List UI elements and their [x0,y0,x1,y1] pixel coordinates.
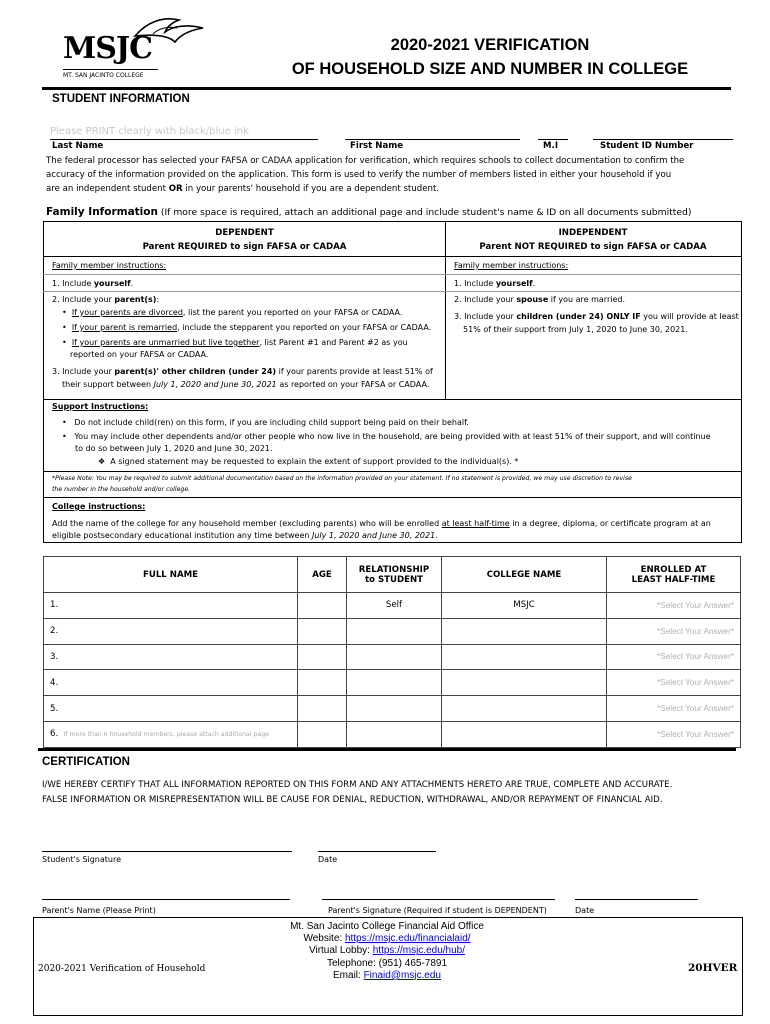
relationship-cell[interactable] [347,618,442,644]
email-line: Email: Finaid@msjc.edu [333,969,441,981]
support-sub-bullet: ❖ A signed statement may be requested to explain the extent of support provided to the individual(s). * [98,457,519,466]
student-id-label: Student ID Number [600,141,694,151]
form-code: 20HVER [688,962,738,974]
parent-date-label: Date [575,906,595,915]
independent-item-3-cont: 51% of their support from July 1, 2020 to June 30, 2021. [463,325,688,334]
support-note-line-2: the number in the household and/or college. [52,486,191,493]
college-instructions-label: College instructions: [52,502,146,511]
support-bullet-2-cont: to do so between July 1, 2020 and June 30, 2021. [75,444,273,453]
certification-line-2: FALSE INFORMATION OR MISREPRESENTATION WILL BE CAUSE FOR DENIAL, REDUCTION, WITHDRAWAL, AND/OR REPAYMENT OF FINANCIAL AID. [42,795,663,805]
row-number[interactable]: 4. [44,670,298,696]
independent-item-2: 2. Include your spouse if you are married. [454,295,625,304]
first-name-input[interactable] [345,124,520,138]
relationship-cell[interactable] [347,670,442,696]
age-cell[interactable] [298,618,347,644]
college-cell[interactable] [442,721,607,747]
row-number[interactable]: 5. [44,696,298,722]
lobby-line: Virtual Lobby: https://msjc.edu/hub/ [308,945,466,957]
header-divider [42,87,731,90]
student-signature-label: Student's Signature [42,855,121,864]
middle-initial-input[interactable] [538,124,568,138]
enrolled-select[interactable]: *Select Your Answer* [607,644,741,670]
certification-line-1: I/WE HEREBY CERTIFY THAT ALL INFORMATION REPORTED ON THIS FORM AND ANY ATTACHMENTS HERETO ARE TRUE, COMPLETE AND ACCURATE. [42,780,673,790]
dependent-title: DEPENDENT [215,228,274,238]
relationship-cell[interactable] [347,644,442,670]
parent-name-label: Parent's Name (Please Print) [42,906,156,915]
relationship-header: RELATIONSHIP to STUDENT [347,557,442,593]
last-name-label: Last Name [52,141,104,151]
dependent-subtitle: Parent REQUIRED to sign FAFSA or CADAA [142,242,347,252]
dependent-bullet-3-cont: reported on your FAFSA or CADAA. [70,350,209,359]
table-row [44,593,741,619]
college-cell[interactable] [442,644,607,670]
table-row [44,721,741,747]
age-cell[interactable] [298,696,347,722]
dependent-bullet-1: • If your parents are divorced, list the parent you reported on your FAFSA or CADAA. [62,308,403,317]
age-cell[interactable] [298,593,347,619]
row-number[interactable]: 1. [44,593,298,619]
dependent-bullet-3: • If your parents are unmarried but live together, list Parent #1 and Parent #2 as you [62,338,408,347]
table-row [44,644,741,670]
dependent-item-3: 3. Include your parent(s)' other children (under 24) if your parents provide at least 51% of [52,367,433,376]
student-info-heading: STUDENT INFORMATION [52,93,190,105]
dependent-bullet-2: • If your parent is remarried, include the stepparent you reported on your FAFSA or CADAA. [62,323,432,332]
age-cell[interactable] [298,670,347,696]
certification-divider [38,748,736,751]
enrolled-select[interactable]: *Select Your Answer* [607,721,741,747]
household-members-table [43,556,741,748]
website-link[interactable]: https://msjc.edu/financialaid/ [344,933,471,945]
phone-line: Telephone: (951) 465-7891 [326,957,448,969]
form-title-line1: 2020-2021 VERIFICATION [390,36,590,54]
parent-signature-line[interactable] [322,899,555,900]
college-cell[interactable] [442,670,607,696]
college-cell[interactable] [442,696,607,722]
enrolled-select[interactable]: *Select Your Answer* [607,593,741,619]
college-instructions-line-2: eligible postsecondary educational institution any time between July 1, 2020 and June 30, 2021. [52,531,438,540]
dependent-item-2: 2. Include your parent(s): [52,295,160,304]
website-line: Website: https://msjc.edu/financialaid/ [303,933,471,945]
independent-item-3: 3. Include your children (under 24) ONLY IF you will provide at least [454,312,739,321]
enrolled-header: ENROLLED AT LEAST HALF-TIME [607,557,741,593]
enrolled-select[interactable]: *Select Your Answer* [607,696,741,722]
college-instructions-line-1: Add the name of the college for any household member (excluding parents) who will be enrolled at least half-time in a degree, diploma, or certificate program at an [52,519,711,528]
support-note-line-1: *Please Note: You may be required to submit additional documentation based on the information provided on your statement. If no statement is provided, we may use discretion to revise [52,475,632,482]
student-date-line[interactable] [318,851,436,852]
certification-heading: CERTIFICATION [42,756,130,768]
row-number[interactable]: 2. [44,618,298,644]
independent-item-1: 1. Include yourself. [454,279,536,288]
form-title-line2: OF HOUSEHOLD SIZE AND NUMBER IN COLLEGE [291,60,689,78]
student-date-label: Date [318,855,338,864]
relationship-cell[interactable]: Self [347,593,442,619]
age-cell[interactable] [298,644,347,670]
age-cell[interactable] [298,721,347,747]
intro-line-2: accuracy of the information provided on the application. This form is used to verify the number of members listed in either your household if you [46,170,672,180]
mi-label: M.I [543,141,559,151]
full-name-header: FULL NAME [44,557,298,593]
family-info-heading: Family Information (If more space is required, attach an additional page and include student's name & ID on all documents submitted) [46,206,692,218]
dependent-instructions-label: Family member instructions: [52,261,167,270]
age-header: AGE [298,557,347,593]
intro-line-1: The federal processor has selected your FAFSA or CADAA application for verification, which requires schools to collect documentation to confirm the [46,156,685,166]
support-bullet-2: • You may include other dependents and/or other people who now live in the household, are being provided with at least 51% of their support, and will continue [62,432,711,441]
college-logo [55,14,205,84]
independent-subtitle: Parent NOT REQUIRED to sign FAFSA or CADAA [479,242,707,252]
support-instructions-label: Support Instructions: [52,402,149,411]
row-number[interactable]: 6. If more than 6 household members, please attach additional page [44,721,298,747]
intro-line-3: are an independent student OR in your parents' household if you are a dependent student. [46,184,440,194]
logo-text: MSJC [63,31,152,66]
footer-form-name: 2020-2021 Verification of Household [38,964,206,974]
independent-title: INDEPENDENT [558,228,628,238]
enrolled-select[interactable]: *Select Your Answer* [607,670,741,696]
table-row [44,670,741,696]
dependent-item-3-cont: their support between July 1, 2020 and June 30, 2021 as reported on your FAFSA or CADAA. [62,380,430,389]
college-cell[interactable]: MSJC [442,593,607,619]
last-name-input[interactable] [50,124,318,138]
parent-signature-label: Parent's Signature (Required if student is DEPENDENT) [328,906,547,915]
table-row [44,696,741,722]
lobby-link[interactable]: https://msjc.edu/hub/ [372,945,466,957]
student-signature-line[interactable] [42,851,292,852]
parent-date-line[interactable] [575,899,698,900]
college-cell[interactable] [442,618,607,644]
logo-subtitle: MT. SAN JACINTO COLLEGE [63,72,144,79]
enrolled-select[interactable]: *Select Your Answer* [607,618,741,644]
first-name-label: First Name [350,141,404,151]
support-bullet-1: • Do not include child(ren) on this form, if you are including child support being paid on their behalf. [62,418,469,427]
office-name: Mt. San Jacinto College Financial Aid Office [290,921,484,932]
parent-name-line[interactable] [42,899,290,900]
college-name-header: COLLEGE NAME [442,557,607,593]
table-header-row [44,557,741,593]
row6-hint: If more than 6 household members, please attach additional page [63,731,269,739]
row-number[interactable]: 3. [44,644,298,670]
student-id-input[interactable] [593,124,733,138]
relationship-cell[interactable] [347,696,442,722]
table-row [44,618,741,644]
dependent-item-1: 1. Include yourself. [52,279,134,288]
email-link[interactable]: Finaid@msjc.edu [363,969,441,981]
footer-contact [262,921,512,982]
relationship-cell[interactable] [347,721,442,747]
independent-instructions-label: Family member instructions: [454,261,569,270]
